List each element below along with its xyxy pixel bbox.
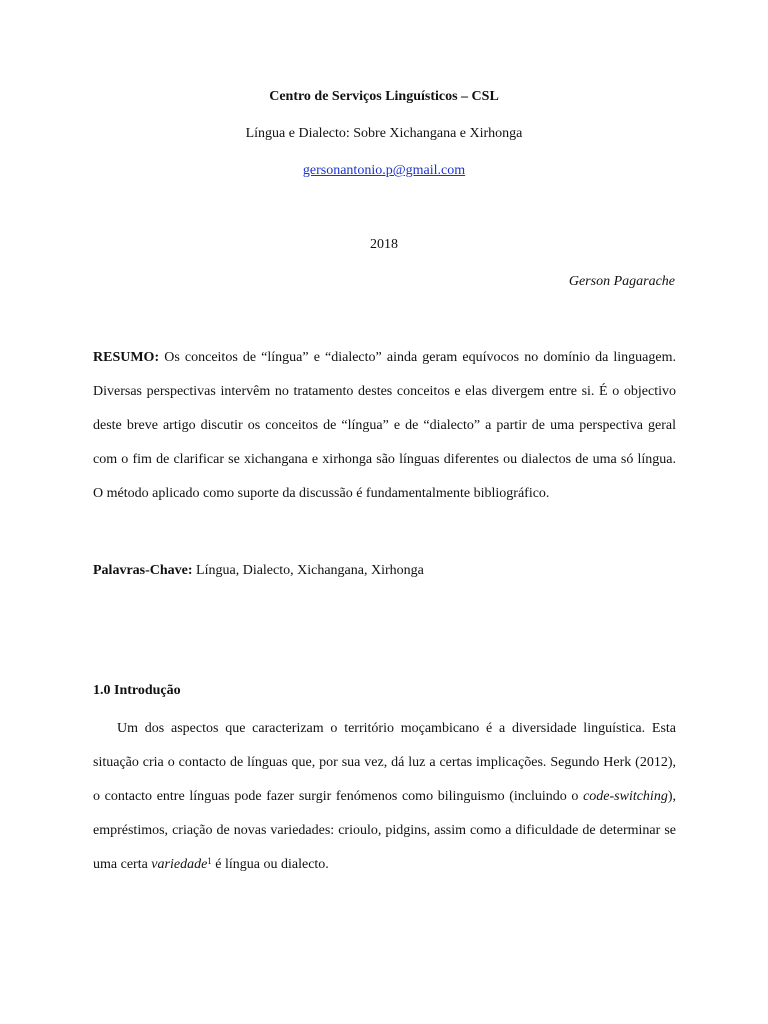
keywords-label: Palavras-Chave: bbox=[93, 563, 193, 578]
publication-year: 2018 bbox=[370, 237, 398, 252]
section-heading: 1.0 Introdução bbox=[93, 683, 181, 698]
intro-text-2: ), empréstimos, criação de novas variedades: crioulo, pidgins, assim como a dificuldade de determinar se uma certa bbox=[93, 789, 676, 872]
document-title: Centro de Serviços Linguísticos – CSL bbox=[269, 89, 499, 104]
abstract-label: RESUMO: bbox=[93, 350, 160, 365]
document-subtitle: Língua e Dialecto: Sobre Xichangana e Xirhonga bbox=[245, 126, 523, 141]
footnote-marker[interactable]: 1 bbox=[207, 856, 212, 866]
abstract-paragraph bbox=[93, 341, 676, 511]
introduction-paragraph bbox=[93, 712, 676, 882]
intro-italic-variedade: variedade bbox=[151, 857, 208, 872]
intro-text-3: é língua ou dialecto. bbox=[211, 857, 329, 872]
abstract-text: Os conceitos de “língua” e “dialecto” ainda geram equívocos no domínio da linguagem. Diversas perspectivas intervêm no tratamento destes conceitos e elas divergem entre si. É o objectivo deste breve artigo discutir os conceitos de “língua” e de “dialecto” a partir de uma perspectiva geral com o fim de clarificar se xichangana e xirhonga são línguas diferentes ou dialectos de uma só língua. O método aplicado como suporte da discussão é fundamentalmente bibliográfico. bbox=[93, 350, 677, 501]
author-email-link[interactable]: gersonantonio.p@gmail.com bbox=[302, 163, 466, 178]
intro-italic-code-switching: code-switching bbox=[583, 789, 668, 804]
keywords-text: Língua, Dialecto, Xichangana, Xirhonga bbox=[196, 563, 424, 578]
author-name: Gerson Pagarache bbox=[568, 274, 675, 289]
keywords-line bbox=[93, 554, 676, 588]
intro-text-1: Um dos aspectos que caracterizam o território moçambicano é a diversidade linguística. Esta situação cria o contacto de línguas que, por sua vez, dá luz a certas implicações. Segundo Herk (2012), o contacto entre línguas pode fazer surgir fenómenos como bilinguismo (incluindo o bbox=[93, 721, 676, 804]
